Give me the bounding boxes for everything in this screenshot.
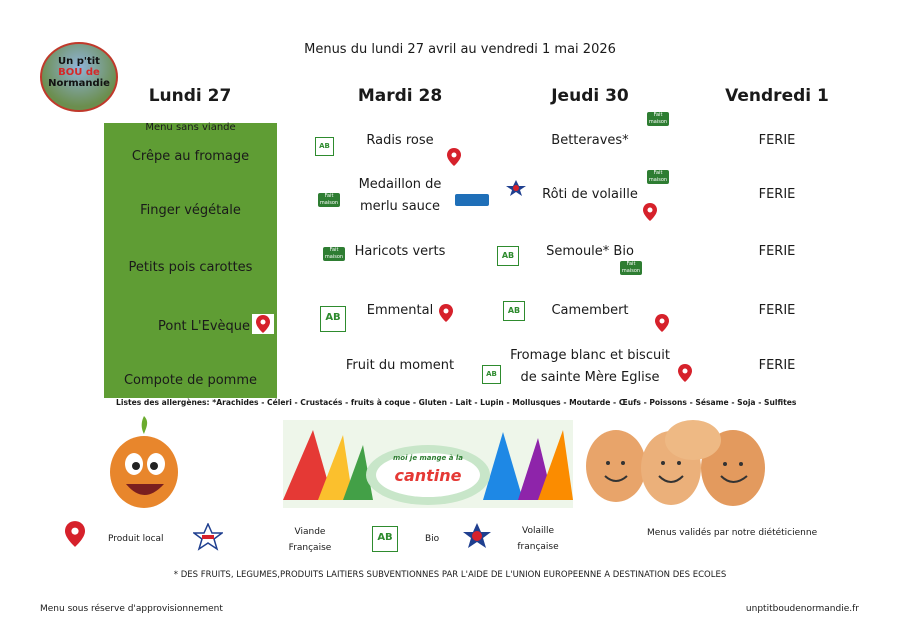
page-title: Menus du lundi 27 avril au vendredi 1 mai 2026 [304,42,616,57]
legend-volaille-2: française [517,542,559,552]
fait-maison-icon: Fait maison [324,247,344,260]
monday-dish-5: Compote de pomme [123,373,258,388]
thursday-dish-5b: de sainte Mère Eglise [520,370,660,385]
logo-text-1: Un p'tit [58,56,100,67]
logo-text-3: Normandie [48,78,110,89]
msc-label-icon [455,194,489,206]
friday-dish-1: FERIE [758,133,796,148]
thursday-dish-3: Semoule* Bio [546,244,634,259]
volaille-francaise-icon [462,522,492,550]
legend-dietitian: Menus validés par notre diététicienne [647,528,818,538]
friday-dish-2: FERIE [758,187,796,202]
fait-maison-icon: Fait maison [648,112,668,125]
fait-maison-icon: Fait maison [648,170,668,183]
monday-note: Menu sans viande [145,122,236,133]
legend-local: Produit local [108,534,164,544]
monday-dish-3: Petits pois carottes [128,260,253,275]
legend-volaille-1: Volaille [521,526,555,536]
local-pin-icon [447,148,461,166]
day-header-tuesday: Mardi 28 [357,86,443,106]
monday-dish-2: Finger végétale [140,203,241,218]
logo-text-2: BOU de [58,67,100,78]
cantine-text-2: cantine [394,466,462,485]
day-header-friday: Vendredi 1 [725,86,829,106]
viande-francaise-icon [193,523,223,551]
ab-bio-icon: AB [372,526,398,552]
tuesday-dish-4: Emmental [366,303,434,318]
thursday-dish-4: Camembert [551,303,629,318]
thursday-dish-1: Betteraves* [551,133,629,148]
local-pin-icon [65,521,85,547]
monday-dish-4: Pont L'Evèque [157,319,250,334]
ab-bio-icon: AB [497,246,519,266]
monday-dish-1: Crêpe au fromage [131,149,250,164]
monday-local-pin-box [252,314,274,334]
local-pin-icon [439,304,453,322]
friday-dish-5: FERIE [758,358,796,373]
local-pin-icon [678,364,692,382]
onion-mascot-illustration [104,414,184,514]
ab-bio-icon: AB [320,306,346,332]
tuesday-dish-3: Haricots verts [354,244,446,259]
friday-dish-3: FERIE [758,244,796,259]
local-pin-icon [655,314,669,332]
legend-viande-1: Viande [294,527,326,537]
eu-note: * DES FRUITS, LEGUMES,PRODUITS LAITIERS SUBVENTIONNES PAR L'AIDE DE L'UNION EUROPEENNE A DESTINATION DES ECOLES [173,570,727,580]
volaille-francaise-icon [505,179,527,197]
tuesday-dish-2b: merlu sauce [359,199,441,214]
friday-dish-4: FERIE [758,303,796,318]
allergens-list: Listes des allergènes: *Arachides - Céleri - Crustacés - fruits à coque - Gluten - Lait - Lupin - Mollusques - Moutarde - Œufs - Poissons - Sésame - Soja - Sulfites [116,398,797,407]
cantine-text-1: moi je mange à la [392,454,463,462]
legend-bio: Bio [425,534,440,544]
ab-bio-icon: AB [315,137,334,156]
smiling-eggs-illustration [583,418,788,513]
thursday-dish-2: Rôti de volaille [542,187,638,202]
thursday-dish-5a: Fromage blanc et biscuit [510,348,670,363]
local-pin-icon [256,315,270,333]
ab-bio-icon: AB [503,301,525,321]
day-header-monday: Lundi 27 [148,86,232,106]
tuesday-dish-2a: Medaillon de [358,177,442,192]
ab-bio-icon: AB [482,365,501,384]
day-header-thursday: Jeudi 30 [551,86,629,106]
fait-maison-icon: Fait maison [621,261,641,274]
cantine-banner [283,420,573,508]
tuesday-dish-5: Fruit du moment [345,358,455,373]
fait-maison-icon: Fait maison [319,193,339,206]
legend-viande-2: Française [288,543,332,553]
footer-right[interactable]: unptitboudenormandie.fr [745,604,859,614]
footer-left: Menu sous réserve d'approvisionnement [40,604,223,614]
tuesday-dish-1: Radis rose [366,133,434,148]
local-pin-icon [643,203,657,221]
